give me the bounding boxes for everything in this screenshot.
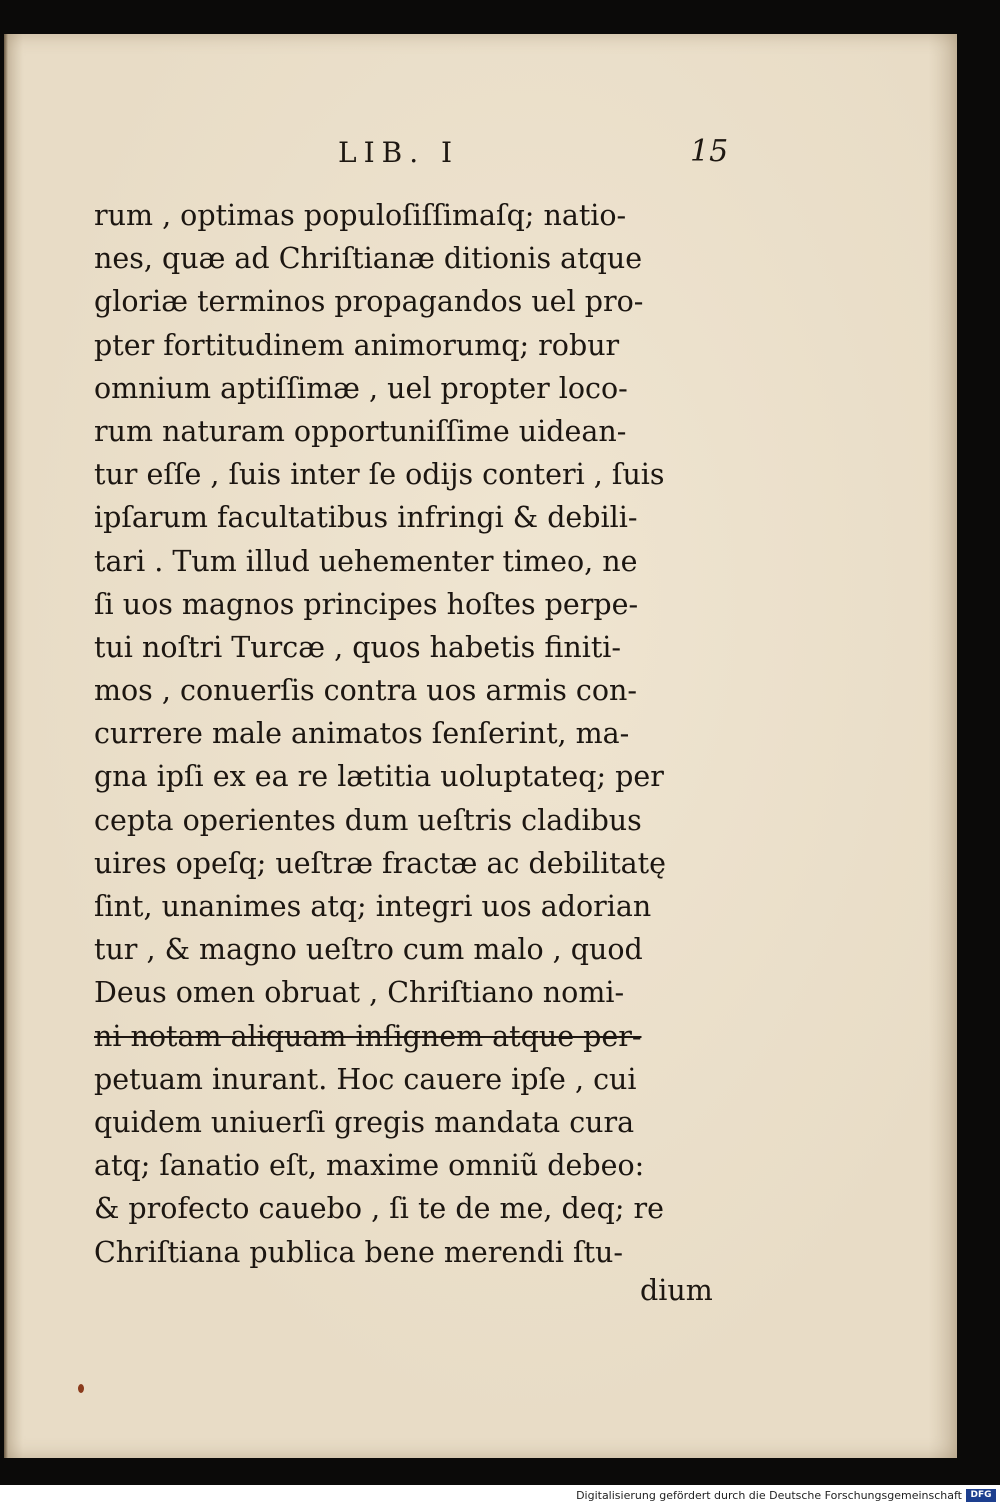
text-line: cepta operientes dum ueſtris cladibus (94, 803, 642, 837)
catchword: dium (640, 1274, 713, 1307)
text-line: currere male animatos ſenſerint, ma- (94, 717, 630, 751)
text-line: nes, quæ ad Chriſtianæ ditionis atque (94, 242, 643, 276)
text-line: Deus omen obruat , Chriſtiano nomi- (94, 976, 625, 1010)
text-line: quidem uniuerſi gregis mandata cura (94, 1105, 635, 1139)
text-line: tari . Tum illud uehementer timeo, ne (94, 544, 638, 578)
text-line: gna ipſi ex ea re lætitia uoluptateq; per (94, 760, 664, 794)
text-line: tur eſſe , ſuis inter ſe odijs conteri , ſuis (94, 458, 665, 492)
text-line: uires opeſq; ueſtræ fractæ ac debilitatę (94, 846, 666, 880)
footer-bar (0, 1485, 1000, 1505)
text-line: & profecto cauebo , ſi te de me, deq; re (94, 1192, 665, 1226)
text-line: petuam inurant. Hoc cauere ipſe , cui (94, 1062, 637, 1096)
text-line: rum , optimas populoſiſſimaſq; natio- (94, 199, 627, 232)
text-line: tur , & magno ueſtro cum malo , quod (94, 933, 643, 967)
text-line: omnium aptiſſimæ , uel propter loco- (94, 371, 628, 405)
text-line: mos , conuerſis contra uos armis con- (94, 674, 638, 708)
text-line: tui noſtri Turcæ , quos habetis finiti- (94, 630, 622, 664)
text-line: Chriſtiana publica bene merendi ſtu- (94, 1235, 624, 1269)
text-line: ſi uos magnos principes hoſtes perpe- (94, 587, 639, 621)
text-line: rum naturam opportuniſſime uidean- (94, 414, 627, 448)
running-head: LIB. I (338, 136, 460, 169)
body-text (94, 194, 734, 1274)
text-line-struck: ni notam aliquam inſignem atque per- (94, 1019, 642, 1053)
dfg-logo-icon: DFG (966, 1489, 996, 1502)
text-line: atq; ſanatio eſt, maxime omniũ debeo: (94, 1149, 645, 1183)
ink-speck (78, 1384, 84, 1393)
footer-credit: Digitalisierung gefördert durch die Deutsche Forschungsgemeinschaft (576, 1489, 962, 1502)
text-line: ſint, unanimes atq; integri uos adorian (94, 890, 652, 923)
page-number: 15 (690, 134, 729, 169)
text-line: pter fortitudinem animorumq; robur (94, 328, 620, 362)
text-line: ipſarum facultatibus infringi & debili- (94, 501, 638, 535)
book-page (4, 34, 957, 1458)
text-line: gloriæ terminos propagandos uel pro- (94, 285, 644, 319)
page-edge-shadow (4, 34, 8, 1458)
